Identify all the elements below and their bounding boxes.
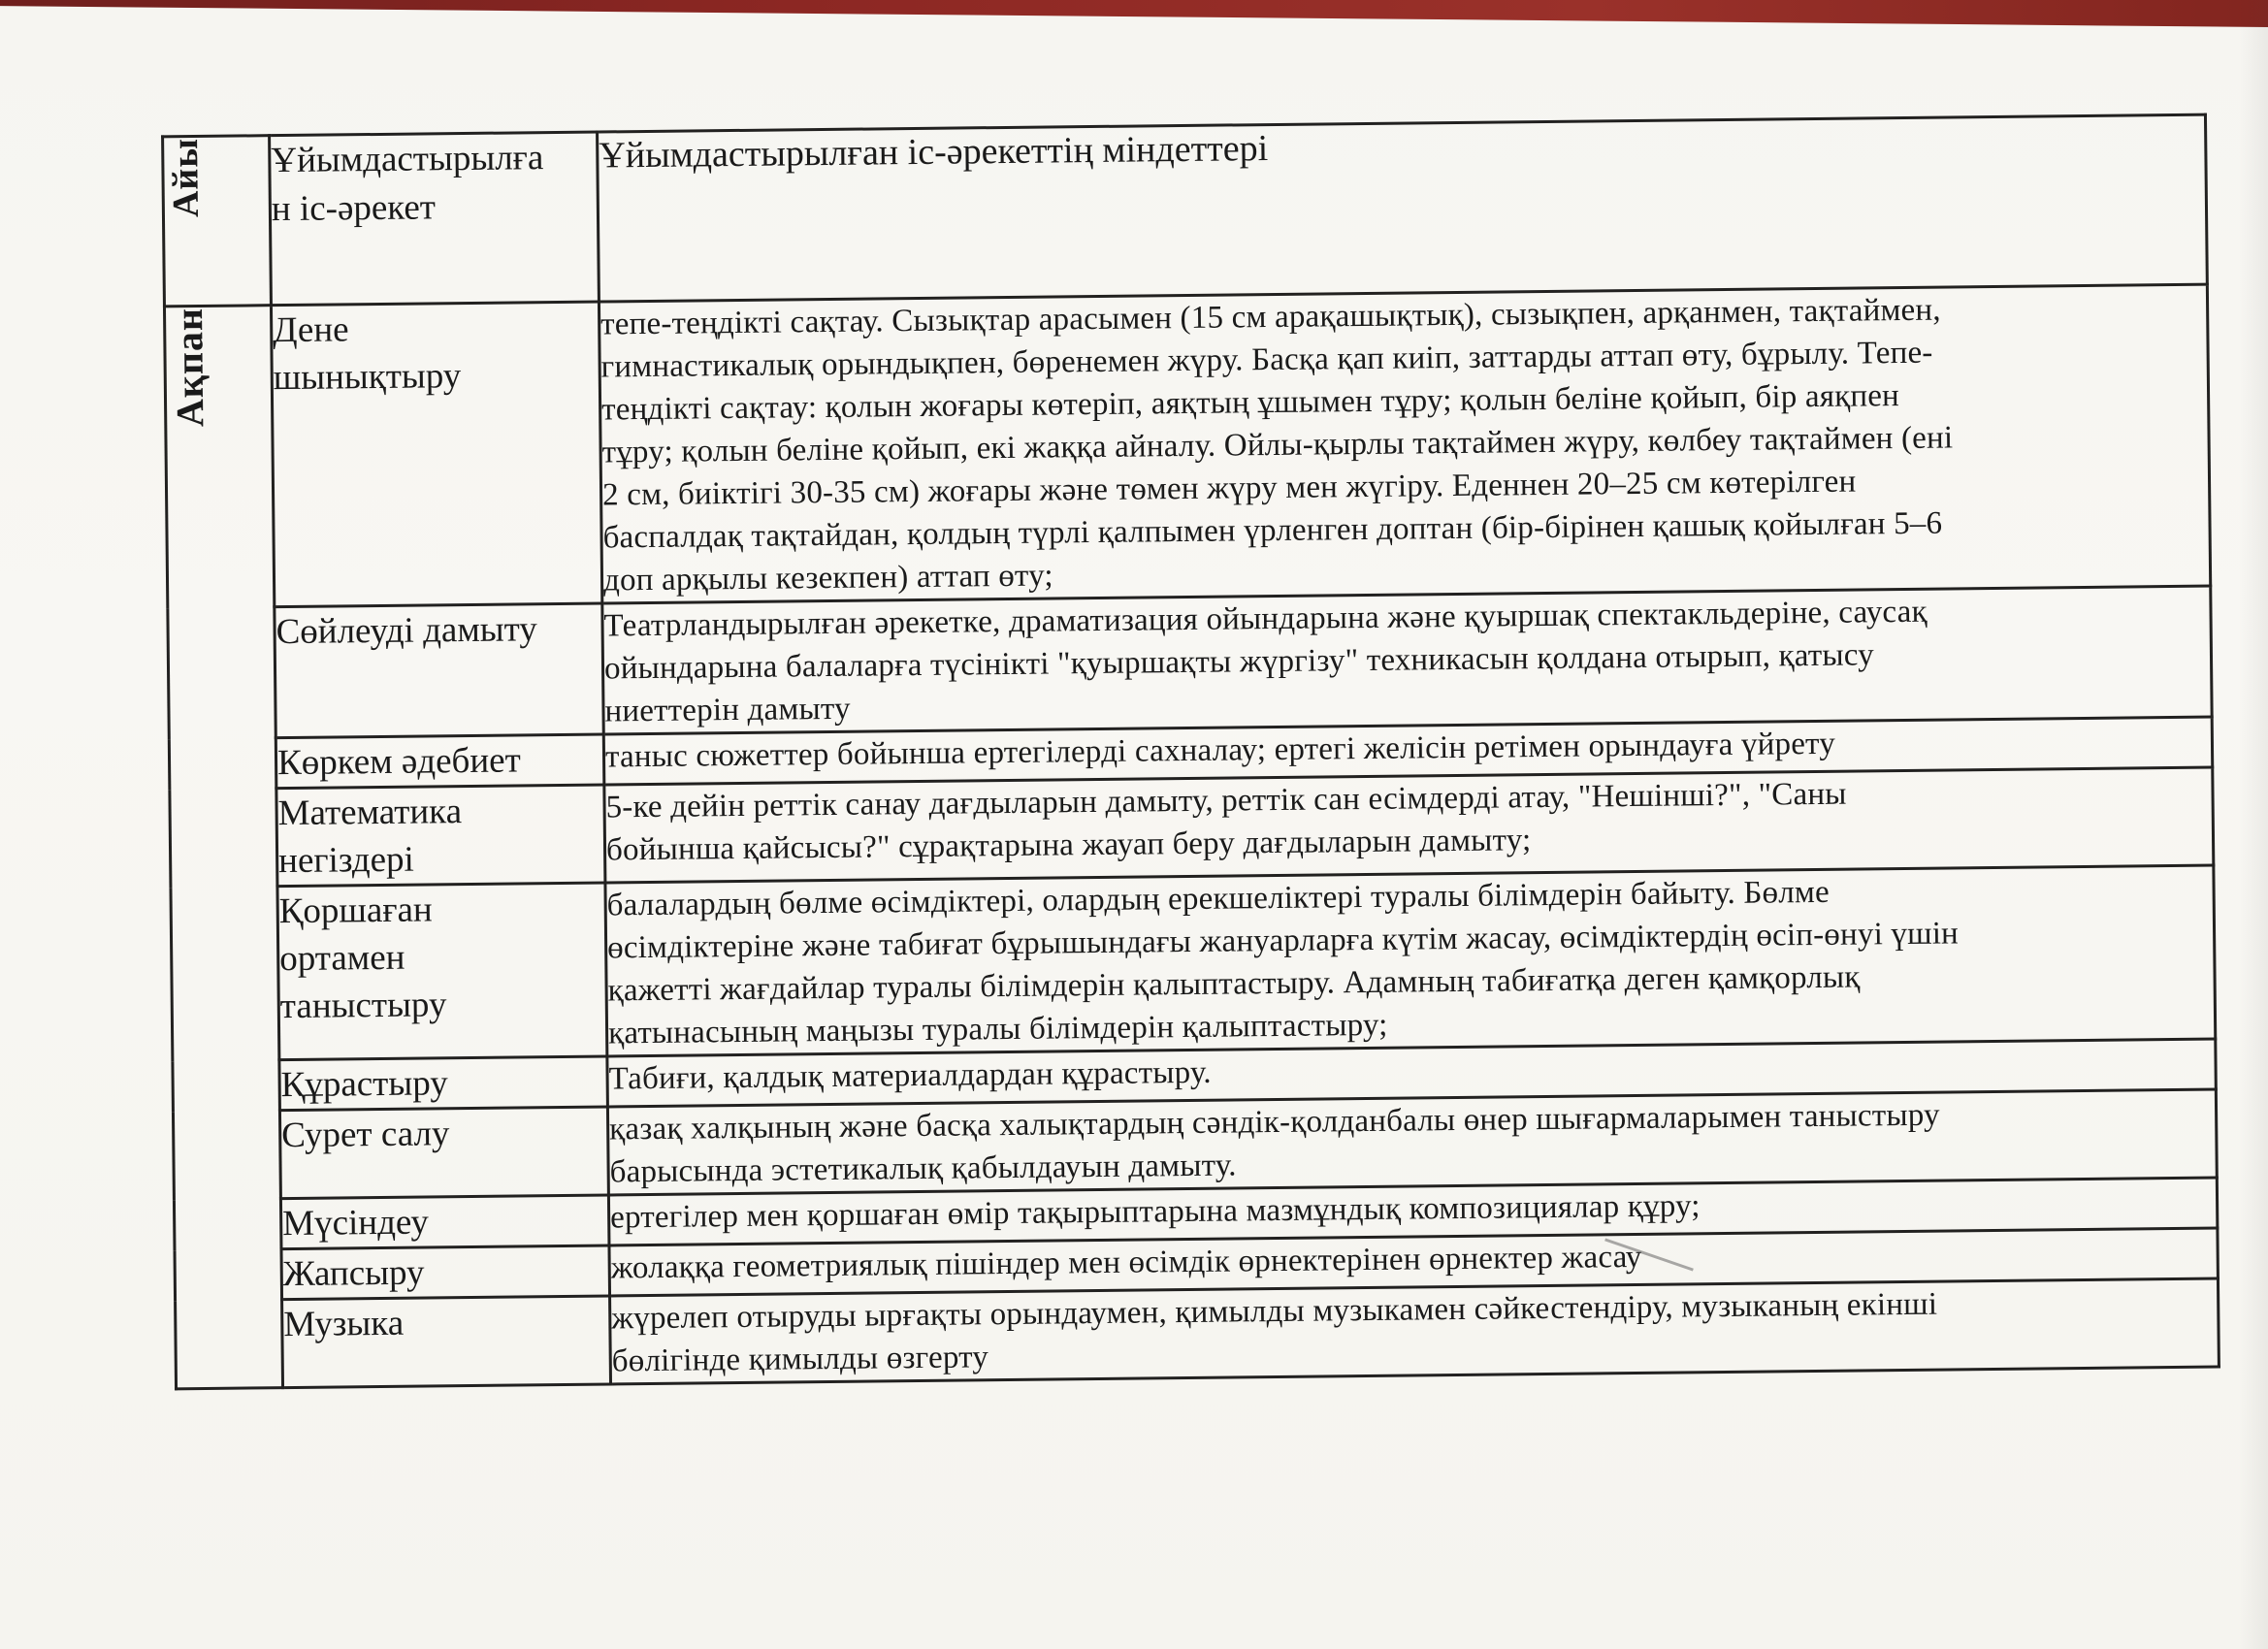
task-cell: қазақ халқының және басқа халықтардың сәндік-қолданбалы өнер шығармаларымен таныстыру барысында эстетикалық қабылдауын дамыту. <box>607 1089 2217 1195</box>
task-cell: ертегілер мен қоршаған өмір тақырыптарына мазмұндық композициялар құру; <box>608 1178 2217 1245</box>
month-label: Ақпан <box>166 307 212 428</box>
month-column-header-label: Айы <box>165 137 207 218</box>
activity-cell: Математика негіздері <box>276 785 605 887</box>
task-cell: 5-ке дейін реттік санау дағдыларын дамыту, реттік сан есімдерді атау, "Нешінші?", "Саны бойынша қайсысы?" сұрақтарына жауап беру дағдыларын дамыту; <box>604 767 2214 883</box>
task-cell: таныс сюжеттер бойынша ертегілерді сахналау; ертегі желісін ретімен орындауға үйрету <box>603 717 2212 785</box>
scan-red-strip <box>0 0 2268 27</box>
activity-cell: Мүсіндеу <box>280 1195 609 1249</box>
scanned-page <box>161 113 2218 1391</box>
activity-cell: Сурет салу <box>279 1107 608 1199</box>
schedule-table <box>161 113 2220 1391</box>
tasks-column-header: Ұйымдастырылған іс-әрекеттің міндеттері <box>598 114 2208 302</box>
task-cell: Театрландырылған әрекетке, драматизация ойындарына және қуыршақ спектакльдеріне, саусақ ойындарына балаларға түсінікті "қуыршақты жүргізу" техникасын қолдана отырып, қатысу ниеттерін дамыту <box>602 586 2212 734</box>
table-row <box>164 284 2210 608</box>
task-cell: жүрелеп отыруды ырғақты орындаумен, қимылды музыкамен сәйкестендіру, музыканың екінші бөлігінде қимылды өзгерту <box>610 1278 2219 1384</box>
task-cell: жолаққа геометриялық пішіндер мен өсімдік өрнектерінен өрнектер жасау <box>609 1228 2218 1296</box>
activity-cell: Көркем әдебиет <box>275 734 604 789</box>
task-cell: тепе-теңдікті сақтау. Сызықтар арасымен (15 см арақашықтық), сызықпен, арқанмен, тақтаймен, гимнастикалық орындықпен, бөренемен жүру. Басқа қап киіп, заттарды аттап өту, бұрылу. Тепе- теңдікті сақтау: қолын жоғары көтеріп, аяқтың ұшымен тұру; қолын беліне қойып, бір аяқпен тұру; қолын беліне қойып, екі жаққа айналу. Ойлы-қырлы тақтаймен жүру, көлбеу тақтаймен (ені 2 см, биіктігі 30-35 см) жоғары және төмен жүру мен жүгіру. Еденнен 20–25 см көтерілген баспалдақ тақтайдан, қолдың түрлі қалпымен үрленген доптан (бір-бірінен қашық қойылған 5–6 доп арқылы кезекпен) аттап өту; <box>599 284 2210 603</box>
activity-cell: Қоршаған ортамен таныстыру <box>277 883 607 1060</box>
task-cell: балалардың бөлме өсімдіктері, олардың ерекшеліктері туралы білімдерін байыту. Бөлме өсімдіктеріне және табиғат бұрышындағы жануарларға күтім жасау, өсімдіктердің өсіп-өнуі үшін қажетті жағдайлар туралы білімдерін қалыптастыру. Адамның табиғатқа деген қамқорлық қатынасының маңызы туралы білімдерін қалыптастыру; <box>605 865 2216 1056</box>
scan-edge-shadow <box>2239 0 2268 1649</box>
table-row <box>168 586 2212 739</box>
activity-cell: Музыка <box>282 1296 611 1388</box>
activity-cell: Құрастыру <box>279 1056 608 1111</box>
activity-cell: Сөйлеуді дамыту <box>275 603 603 738</box>
table-row <box>171 865 2216 1061</box>
activity-column-header: Ұйымдастырылға н іс-әрекет <box>270 132 599 306</box>
activity-cell: Жапсыру <box>281 1245 610 1300</box>
month-column-header <box>163 136 272 307</box>
header-row <box>163 114 2208 307</box>
activity-cell: Дене шынықтыру <box>271 302 601 607</box>
month-cell <box>164 306 282 1389</box>
task-cell: Табиғи, қалдық материалдардан құрастыру. <box>607 1039 2216 1107</box>
